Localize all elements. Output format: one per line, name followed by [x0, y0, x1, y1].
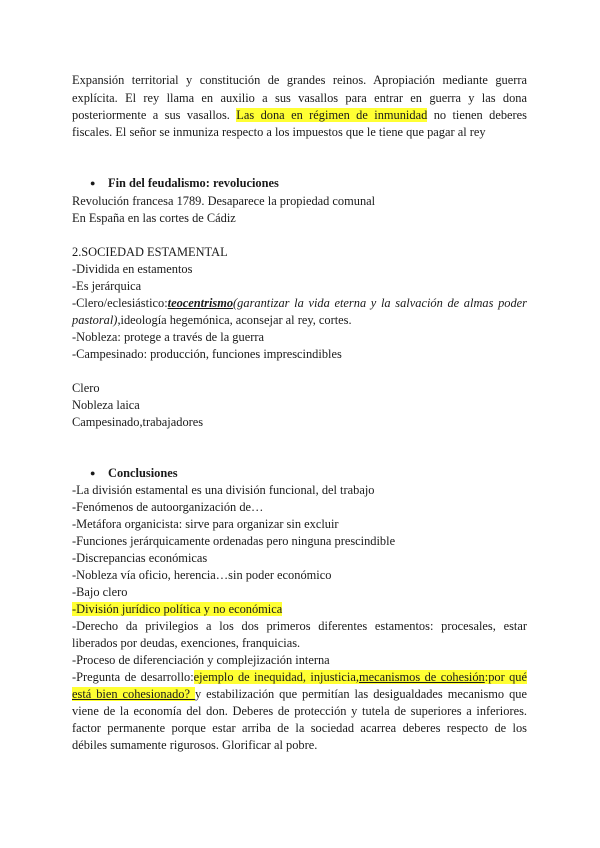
text-line: débiles sumamente rigurosos. Glorificar al pobre.	[72, 738, 318, 752]
paragraph-line: explícita. El rey llama en auxilio a sus vasallos para entrar en guerra y las dona	[72, 91, 527, 105]
text-line: -Nobleza: protege a través de la guerra	[72, 330, 264, 344]
text-span: no tienen deberes	[433, 108, 527, 122]
text-line	[72, 312, 352, 329]
list-item: -Discrepancias económicas	[72, 551, 208, 565]
list-item: -Bajo clero	[72, 585, 128, 599]
text-line	[72, 295, 527, 312]
highlighted-underlined-text: está bien cohesionado?	[72, 687, 195, 701]
text-line: -Proceso de diferenciación y complejización interna	[72, 653, 330, 667]
bullet-icon: ●	[90, 178, 96, 188]
text-line	[72, 686, 527, 703]
text-line: En España en las cortes de Cádiz	[72, 211, 236, 225]
list-item: Nobleza laica	[72, 398, 140, 412]
paragraph-line	[72, 107, 527, 124]
highlighted-text: -División jurídico política y no económica	[72, 602, 283, 616]
list-item: -La división estamental es una división funcional, del trabajo	[72, 483, 375, 497]
paragraph-line: fiscales. El señor se inmuniza respecto a los impuestos que le tiene que pagar al rey	[72, 125, 486, 139]
text-span: -Pregunta de desarrollo:	[72, 670, 194, 684]
text-line: -Derecho da privilegios a los dos primeros diferentes estamentos: procesales, estar	[72, 619, 527, 633]
section-title: Fin del feudalismo: revoluciones	[108, 176, 279, 190]
list-item: -Fenómenos de autoorganización de…	[72, 500, 264, 514]
text-line: factor permanente porque estar arriba de la sociedad acarrea deberes respecto de los	[72, 721, 527, 735]
text-line: Revolución francesa 1789. Desaparece la propiedad comunal	[72, 194, 376, 208]
highlighted-text: :por qué	[484, 670, 527, 684]
text-span: ,ideología hegemónica, aconsejar al rey, cortes.	[117, 313, 352, 327]
text-line: -Campesinado: producción, funciones imprescindibles	[72, 347, 342, 361]
italic-text: pastoral)	[72, 313, 118, 327]
list-item: Campesinado,trabajadores	[72, 415, 204, 429]
italic-text: (garantizar la vida eterna y la salvación de almas poder	[233, 296, 527, 310]
highlighted-underlined-text: mecanismos de cohesión	[358, 670, 485, 684]
underlined-term: teocentrismo	[167, 296, 234, 310]
bullet-icon: ●	[90, 468, 96, 478]
list-item: -Nobleza vía oficio, herencia…sin poder económico	[72, 568, 332, 582]
text-span: -Clero/eclesiástico:	[72, 296, 168, 310]
list-item: Clero	[72, 381, 100, 395]
text-line: liberados por deudas, exenciones, franquicias.	[72, 636, 301, 650]
text-line: viene de la economía del don. Deberes de protección y tutela de superiores a inferiores.	[72, 704, 527, 718]
text-span: posteriormente a sus vasallos.	[72, 108, 230, 122]
highlighted-text: Las dona en régimen de inmunidad	[236, 108, 428, 122]
list-item: -Metáfora organicista: sirve para organizar sin excluir	[72, 517, 339, 531]
text-line: -Es jerárquica	[72, 279, 142, 293]
highlighted-text: ejemplo de inequidad, injusticia,	[193, 670, 359, 684]
section-heading: 2.SOCIEDAD ESTAMENTAL	[72, 245, 228, 259]
text-line: -Dividida en estamentos	[72, 262, 193, 276]
list-item	[72, 601, 282, 618]
text-span: y estabilización que permitían las desigualdades mecanismo que	[194, 687, 527, 701]
section-title: Conclusiones	[108, 466, 178, 480]
text-line	[72, 669, 527, 686]
paragraph-line: Expansión territorial y constitución de grandes reinos. Apropiación mediante guerra	[72, 73, 527, 87]
list-item: -Funciones jerárquicamente ordenadas pero ninguna prescindible	[72, 534, 396, 548]
